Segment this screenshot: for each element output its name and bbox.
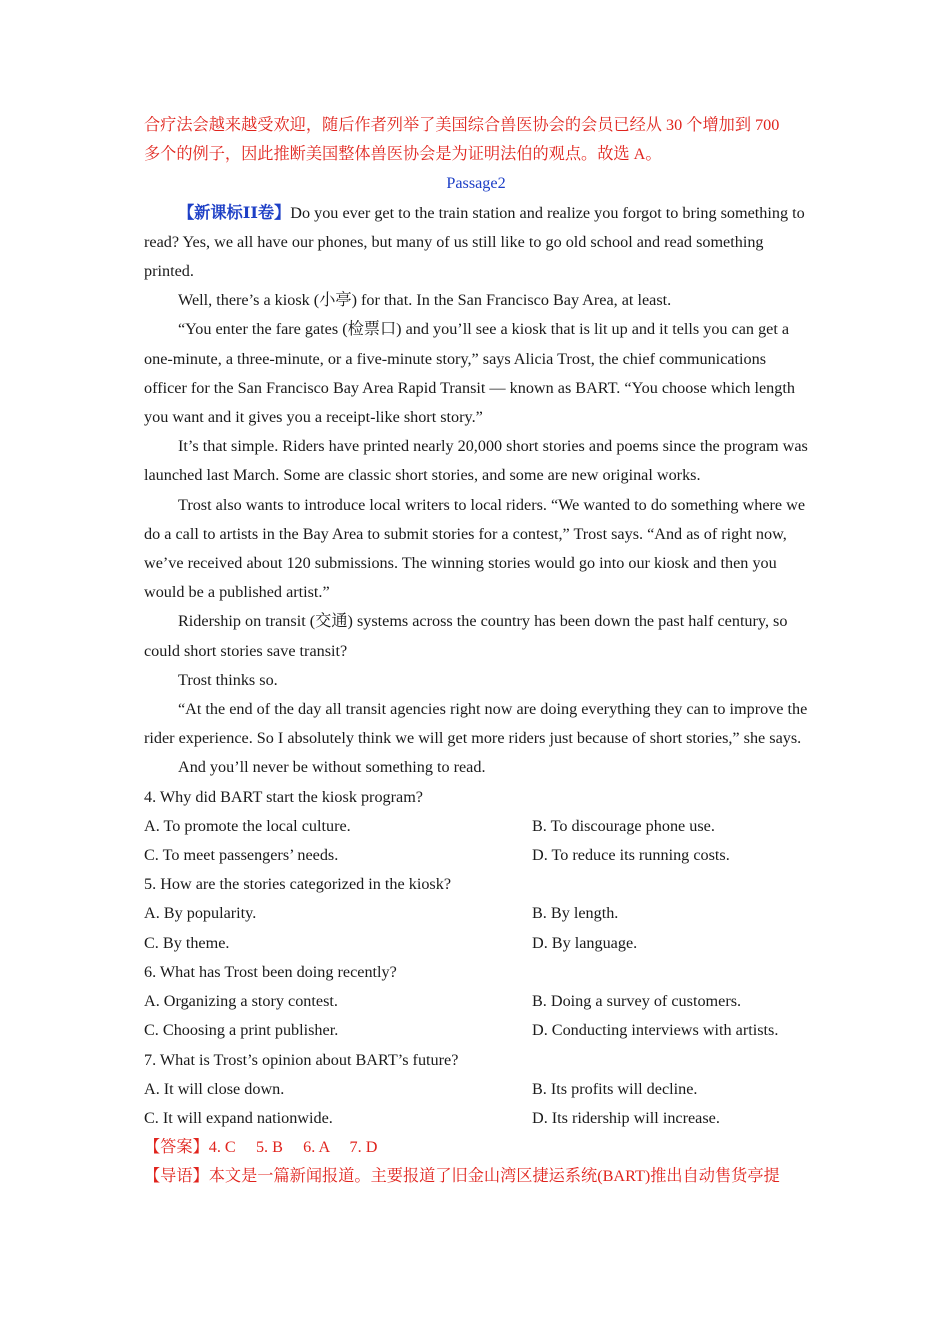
question-5 <box>144 870 808 958</box>
paragraph-4: It’s that simple. Riders have printed nearly 20,000 short stories and poems since the program was launched last March. Some are classic short stories, and some are new original works. <box>144 437 808 485</box>
paragraph-9: And you’ll never be without something to read. <box>178 758 486 777</box>
option-a: A. By popularity. <box>144 904 257 923</box>
question-text: 4. Why did BART start the kiosk program? <box>144 787 423 806</box>
paragraph-5: Trost also wants to introduce local writers to local riders. “We wanted to do something where we do a call to artists in the Bay Area to submit stories for a contest,” Trost says. “And as of right now, we’ve received about 120 submissions. The winning stories would go into our kiosk and then you would be a published artist.” <box>144 495 806 602</box>
option-a: A. Organizing a story contest. <box>144 992 338 1011</box>
answer-line: 【答案】4. C 5. B 6. A 7. D <box>144 1138 378 1157</box>
option-b: B. To discourage phone use. <box>532 816 715 835</box>
option-d: D. To reduce its running costs. <box>532 846 730 865</box>
question-7 <box>144 1046 808 1134</box>
intro-line-1: 合疗法会越来越受欢迎，随后作者列举了美国综合兽医协会的会员已经从 30 个增加到 700 <box>144 116 780 134</box>
option-c: C. To meet passengers’ needs. <box>144 846 339 865</box>
paragraph-3: “You enter the fare gates (检票口) and you’ll see a kiosk that is lit up and it tells you can get a one-minute, a three-minute, or a five-minute story,” says Alicia Trost, the chief communications officer for the San Francisco Bay Area Rapid Transit — known as BART. “You choose which length you want and it gives you a receipt-like short story.” <box>144 320 795 427</box>
option-c: C. Choosing a print publisher. <box>144 1021 339 1040</box>
option-d: D. Conducting interviews with artists. <box>532 1021 779 1040</box>
intro-line-2: 多个的例子，因此推断美国整体兽医协会是为证明法伯的观点。故选 A。 <box>144 145 662 164</box>
question-4 <box>144 783 808 871</box>
paragraph-6: Ridership on transit (交通) systems across the country has been down the past half century, so could short stories save transit? <box>144 612 788 660</box>
option-a: A. It will close down. <box>144 1079 285 1098</box>
option-c: C. By theme. <box>144 933 230 952</box>
option-b: B. Doing a survey of customers. <box>532 992 742 1011</box>
option-b: B. By length. <box>532 904 619 923</box>
paragraph-1 <box>144 199 808 287</box>
option-b: B. Its profits will decline. <box>532 1079 698 1098</box>
question-text: 7. What is Trost’s opinion about BART’s future? <box>144 1050 459 1069</box>
option-d: D. By language. <box>532 933 638 952</box>
paragraph-2: Well, there’s a kiosk (小亭) for that. In the San Francisco Bay Area, at least. <box>178 291 672 310</box>
document-page <box>144 111 808 1192</box>
option-c: C. It will expand nationwide. <box>144 1108 333 1127</box>
question-text: 5. How are the stories categorized in the kiosk? <box>144 875 452 894</box>
passage-title: Passage2 <box>446 174 506 193</box>
option-d: D. Its ridership will increase. <box>532 1108 720 1127</box>
paragraph-7: Trost thinks so. <box>178 670 278 689</box>
question-text: 6. What has Trost been doing recently? <box>144 962 397 981</box>
option-a: A. To promote the local culture. <box>144 816 351 835</box>
paragraph-8: “At the end of the day all transit agencies right now are doing everything they can to improve the rider experience. So I absolutely think we will get more riders just because of short stories,” she says. <box>144 700 808 748</box>
guide-line: 【导语】本文是一篇新闻报道。主要报道了旧金山湾区捷运系统(BART)推出自动售货亭提 <box>144 1167 780 1186</box>
paragraph-1-text: Do you ever get to the train station and realize you forgot to bring something to read? Yes, we all have our phones, but many of us still like to go old school and read something printed. <box>144 203 805 281</box>
question-6 <box>144 958 808 1046</box>
source-tag: 【新课标ⅠⅠ卷】 <box>178 203 291 222</box>
